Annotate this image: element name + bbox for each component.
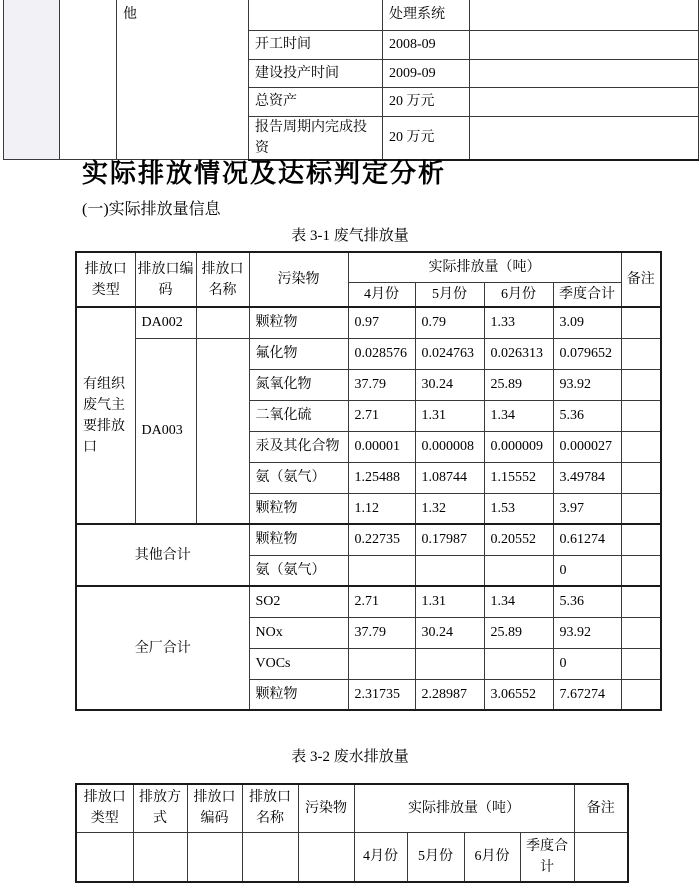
april-value-cell: 37.79	[348, 617, 415, 648]
may-value-cell: 30.24	[415, 617, 484, 648]
pollutant-cell: 氟化物	[249, 338, 348, 369]
may-value-cell: 2.28987	[415, 679, 484, 710]
remark-cell	[621, 648, 661, 679]
col-header-may: 5月份	[415, 282, 484, 307]
may-value-cell	[415, 648, 484, 679]
header-row	[76, 784, 628, 832]
col-header-outlet-type: 排放口类型	[76, 784, 133, 832]
april-value-cell: 2.71	[348, 586, 415, 617]
waste-gas-table	[75, 251, 662, 711]
april-value-cell: 1.25488	[348, 462, 415, 493]
col-header-outlet-type: 排放口类型	[76, 252, 135, 307]
remark-cell	[621, 617, 661, 648]
table31-caption: 表 3-1 废气排放量	[291, 228, 409, 244]
pollutant-cell: 颗粒物	[249, 679, 348, 710]
june-value-cell: 1.15552	[484, 462, 553, 493]
label-cell: 开工时间	[249, 30, 383, 59]
col-header-quarter-total: 季度合计	[553, 282, 621, 307]
empty-cell	[470, 87, 699, 116]
left-shaded-cell	[4, 0, 60, 160]
remark-cell	[621, 400, 661, 431]
table-row	[4, 0, 699, 30]
other-text-cell: 他	[117, 0, 249, 160]
quarter-value-cell: 5.36	[553, 586, 621, 617]
quarter-value-cell: 0	[553, 555, 621, 586]
table-row	[76, 524, 661, 555]
april-value-cell: 0.97	[348, 307, 415, 338]
may-value-cell: 1.32	[415, 493, 484, 524]
remark-cell	[621, 555, 661, 586]
value-cell: 2009-09	[383, 59, 470, 87]
quarter-value-cell: 0.61274	[553, 524, 621, 555]
table32-caption: 表 3-2 废水排放量	[291, 749, 409, 765]
label-cell: 报告周期内完成投资	[249, 116, 383, 160]
may-value-cell: 0.79	[415, 307, 484, 338]
value-cell: 20 万元	[383, 87, 470, 116]
april-value-cell: 0.22735	[348, 524, 415, 555]
col-header-pollutant: 污染物	[249, 252, 348, 307]
may-value-cell: 30.24	[415, 369, 484, 400]
col-header-june: 6月份	[464, 832, 520, 882]
outlet-code-cell: DA003	[135, 338, 196, 524]
pollutant-cell	[298, 832, 354, 882]
remark-cell	[621, 586, 661, 617]
empty-cell	[470, 30, 699, 59]
may-value-cell	[415, 555, 484, 586]
col-header-remark: 备注	[621, 252, 661, 307]
table-row	[76, 586, 661, 617]
label-cell: 建设投产时间	[249, 59, 383, 87]
remark-cell	[574, 832, 628, 882]
june-value-cell: 1.34	[484, 586, 553, 617]
quarter-value-cell: 7.67274	[553, 679, 621, 710]
june-value-cell: 1.53	[484, 493, 553, 524]
col-header-outlet-code: 排放口编码	[135, 252, 196, 307]
remark-cell	[621, 524, 661, 555]
col-header-actual-emission: 实际排放量（吨）	[354, 784, 574, 832]
col-header-remark: 备注	[574, 784, 628, 832]
may-value-cell: 1.31	[415, 586, 484, 617]
remark-cell	[621, 679, 661, 710]
col-header-outlet-name: 排放口名称	[242, 784, 298, 832]
june-value-cell: 25.89	[484, 617, 553, 648]
may-value-cell: 1.31	[415, 400, 484, 431]
may-value-cell: 0.024763	[415, 338, 484, 369]
remark-cell	[621, 338, 661, 369]
outlet-name-cell	[242, 832, 298, 882]
june-value-cell	[484, 555, 553, 586]
pollutant-cell: SO2	[249, 586, 348, 617]
page-title: 实际排放情况及达标判定分析	[82, 159, 447, 188]
june-value-cell: 0.20552	[484, 524, 553, 555]
empty-cell	[60, 0, 117, 160]
quarter-value-cell: 93.92	[553, 617, 621, 648]
outlet-name-cell	[196, 338, 249, 524]
outlet-name-cell	[196, 307, 249, 338]
empty-cell	[470, 116, 699, 160]
pollutant-cell: 汞及其化合物	[249, 431, 348, 462]
may-value-cell: 1.08744	[415, 462, 484, 493]
col-header-june: 6月份	[484, 282, 553, 307]
april-value-cell: 2.31735	[348, 679, 415, 710]
pollutant-cell: 颗粒物	[249, 493, 348, 524]
page-subtitle: (一)实际排放量信息	[82, 201, 221, 218]
june-value-cell: 1.33	[484, 307, 553, 338]
quarter-value-cell: 0.079652	[553, 338, 621, 369]
value-cell: 处理系统	[383, 0, 470, 30]
april-value-cell: 1.12	[348, 493, 415, 524]
pollutant-cell: 氮氧化物	[249, 369, 348, 400]
quarter-value-cell: 0.000027	[553, 431, 621, 462]
outlet-type-cell	[76, 832, 133, 882]
facility-info-table	[3, 0, 699, 161]
pollutant-cell: 颗粒物	[249, 524, 348, 555]
value-cell: 2008-09	[383, 30, 470, 59]
may-value-cell: 0.000008	[415, 431, 484, 462]
april-value-cell	[348, 648, 415, 679]
col-header-actual-emission: 实际排放量（吨）	[348, 252, 621, 282]
pollutant-cell: NOx	[249, 617, 348, 648]
outlet-type-cell: 有组织废气主要排放口	[76, 307, 135, 524]
remark-cell	[621, 462, 661, 493]
quarter-value-cell: 5.36	[553, 400, 621, 431]
april-value-cell: 37.79	[348, 369, 415, 400]
pollutant-cell: 氨（氨气）	[249, 555, 348, 586]
col-header-april: 4月份	[348, 282, 415, 307]
group-label-plant-total: 全厂合计	[76, 586, 249, 710]
pollutant-cell: VOCs	[249, 648, 348, 679]
quarter-value-cell: 0	[553, 648, 621, 679]
remark-cell	[621, 369, 661, 400]
remark-cell	[621, 431, 661, 462]
col-header-discharge-mode: 排放方式	[133, 784, 187, 832]
quarter-value-cell: 3.09	[553, 307, 621, 338]
group-label-other-total: 其他合计	[76, 524, 249, 586]
col-header-april: 4月份	[354, 832, 407, 882]
col-header-may: 5月份	[407, 832, 464, 882]
col-header-pollutant: 污染物	[298, 784, 354, 832]
empty-cell	[470, 0, 699, 30]
value-cell: 20 万元	[383, 116, 470, 160]
table-row	[76, 338, 661, 369]
april-value-cell: 0.00001	[348, 431, 415, 462]
waste-water-table	[75, 783, 629, 883]
col-header-outlet-code: 排放口编码	[187, 784, 242, 832]
empty-cell	[470, 59, 699, 87]
june-value-cell: 1.34	[484, 400, 553, 431]
col-header-outlet-name: 排放口名称	[196, 252, 249, 307]
table-row	[76, 307, 661, 338]
discharge-mode-cell	[133, 832, 187, 882]
header-row	[76, 252, 661, 282]
quarter-value-cell: 3.97	[553, 493, 621, 524]
outlet-code-cell	[187, 832, 242, 882]
table-row	[76, 832, 628, 882]
quarter-value-cell: 93.92	[553, 369, 621, 400]
june-value-cell	[484, 648, 553, 679]
april-value-cell	[348, 555, 415, 586]
remark-cell	[621, 493, 661, 524]
pollutant-cell: 氨（氨气）	[249, 462, 348, 493]
june-value-cell: 0.000009	[484, 431, 553, 462]
remark-cell	[621, 307, 661, 338]
june-value-cell: 0.026313	[484, 338, 553, 369]
label-cell	[249, 0, 383, 30]
quarter-value-cell: 3.49784	[553, 462, 621, 493]
june-value-cell: 3.06552	[484, 679, 553, 710]
april-value-cell: 2.71	[348, 400, 415, 431]
col-header-quarter-total: 季度合计	[520, 832, 574, 882]
april-value-cell: 0.028576	[348, 338, 415, 369]
pollutant-cell: 二氧化硫	[249, 400, 348, 431]
label-cell: 总资产	[249, 87, 383, 116]
may-value-cell: 0.17987	[415, 524, 484, 555]
june-value-cell: 25.89	[484, 369, 553, 400]
pollutant-cell: 颗粒物	[249, 307, 348, 338]
outlet-code-cell: DA002	[135, 307, 196, 338]
